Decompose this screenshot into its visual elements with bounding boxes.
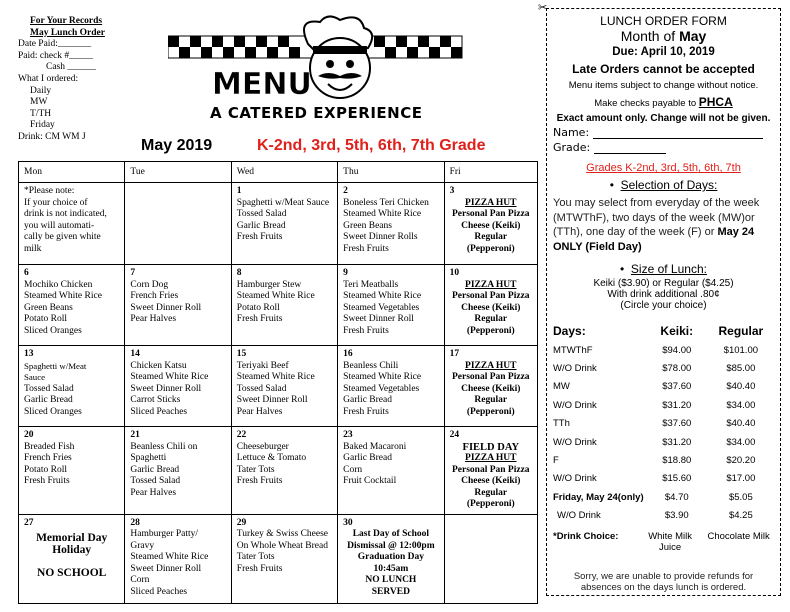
menu-item: Fresh Fruits bbox=[236, 314, 283, 324]
price-keiki: $15.60 bbox=[662, 473, 692, 485]
menu-item: Steamed White Rice bbox=[343, 209, 422, 219]
chef-icon bbox=[304, 16, 372, 98]
calendar-day-cell bbox=[19, 427, 125, 515]
menu-item: Fruit Cocktail bbox=[343, 476, 397, 486]
calendar-date: 7 bbox=[130, 268, 136, 278]
records-cash: Cash ______ bbox=[46, 62, 96, 73]
calendar-date: 17 bbox=[449, 349, 460, 359]
calendar-date: 10 bbox=[449, 268, 460, 278]
records-date-paid: Date Paid:_______ bbox=[18, 39, 92, 50]
price-days: W/O Drink bbox=[557, 510, 601, 522]
menu-item: Steamed Vegetables bbox=[343, 383, 420, 394]
menu-item: PIZZA HUT bbox=[465, 453, 517, 463]
price-table bbox=[553, 321, 774, 525]
menu-wordmark: MENU bbox=[212, 67, 312, 102]
menu-item: Sweet Dinner Roll bbox=[236, 395, 308, 405]
calendar-week-row bbox=[19, 514, 538, 603]
price-header-days: Days: bbox=[553, 324, 586, 338]
menu-item: Tossed Salad bbox=[24, 383, 74, 394]
scissors-icon: ✂ bbox=[538, 2, 548, 14]
menu-item: Garlic Bread bbox=[236, 220, 286, 231]
records-subheading: May Lunch Order bbox=[30, 27, 105, 38]
price-keiki: $31.20 bbox=[662, 436, 692, 448]
calendar-week-row bbox=[19, 346, 538, 427]
menu-item: NO LUNCH bbox=[365, 575, 417, 585]
menu-item: Personal Pan Pizza bbox=[451, 372, 530, 382]
price-row bbox=[553, 488, 774, 506]
menu-item: Tossed Salad bbox=[236, 383, 287, 394]
lunch-calendar bbox=[18, 161, 538, 604]
price-row bbox=[553, 341, 774, 359]
calendar-day-cell bbox=[231, 514, 337, 603]
calendar-date: 24 bbox=[449, 430, 460, 440]
menu-item: Garlic Bread bbox=[343, 453, 392, 463]
menu-item: cally be given white bbox=[24, 232, 101, 242]
menu-item: Garlic Bread bbox=[343, 395, 392, 405]
calendar-day-cell bbox=[444, 265, 537, 346]
price-regular: $85.00 bbox=[726, 363, 756, 375]
calendar-date: 22 bbox=[236, 430, 247, 440]
calendar-week-row bbox=[19, 427, 538, 515]
menu-item: Cheese (Keiki) bbox=[461, 220, 521, 231]
menu-item: Cheeseburger bbox=[236, 441, 289, 452]
menu-item: PIZZA HUT bbox=[465, 360, 517, 371]
menu-item: Steamed Vegetables bbox=[343, 302, 420, 313]
menu-item: French Fries bbox=[130, 291, 179, 301]
catered-tagline: A CATERED EXPERIENCE bbox=[210, 104, 423, 122]
menu-item: Spaghetti w/Meat bbox=[24, 360, 87, 371]
form-payable-prefix: Make checks payable to bbox=[594, 98, 699, 109]
price-row bbox=[553, 378, 774, 396]
price-days: W/O Drink bbox=[553, 363, 597, 375]
calendar-day-cell bbox=[338, 265, 444, 346]
menu-item: On Whole Wheat Bread bbox=[236, 540, 328, 551]
records-section bbox=[18, 16, 143, 144]
price-days: F bbox=[553, 455, 559, 467]
price-keiki: $94.00 bbox=[662, 344, 692, 356]
menu-item: Memorial Day bbox=[36, 532, 108, 544]
refund-note: Sorry, we are unable to provide refunds for absences on the days lunch is ordered. bbox=[573, 570, 754, 593]
menu-item: Pear Halves bbox=[236, 406, 283, 417]
menu-item: Corn bbox=[130, 575, 150, 585]
calendar-day-cell bbox=[444, 427, 537, 515]
calendar-date: 14 bbox=[130, 349, 140, 359]
menu-item: Spaghetti w/Meat Sauce bbox=[236, 197, 330, 208]
price-keiki: $3.90 bbox=[664, 510, 689, 522]
records-heading: For Your Records bbox=[30, 16, 103, 26]
calendar-date: 1 bbox=[236, 186, 242, 196]
calendar-header-row bbox=[19, 162, 538, 183]
menu-item: Teri Meatballs bbox=[343, 279, 399, 290]
calendar-date: 9 bbox=[343, 268, 348, 278]
price-regular: $101.00 bbox=[723, 344, 759, 356]
form-month-value: May bbox=[679, 28, 707, 44]
calendar-day-cell bbox=[125, 183, 231, 265]
price-row bbox=[553, 396, 774, 414]
grade-input-line[interactable] bbox=[594, 142, 666, 154]
price-header-row bbox=[553, 321, 774, 341]
menu-item: Potato Roll bbox=[236, 302, 280, 313]
menu-item: Fresh Fruits bbox=[236, 232, 283, 242]
menu-item: Sweet Dinner Roll bbox=[343, 314, 414, 324]
menu-item: Fresh Fruits bbox=[343, 325, 389, 336]
menu-item: Tossed Salad bbox=[236, 209, 287, 219]
menu-item: Pear Halves bbox=[130, 314, 177, 324]
day-header-wed: Wed bbox=[231, 162, 337, 183]
selection-title: Selection of Days: bbox=[620, 178, 718, 192]
menu-item: Regular (Pepperoni) bbox=[466, 487, 515, 509]
price-days: Friday, May 24(only) bbox=[553, 491, 644, 503]
menu-item: SERVED bbox=[371, 586, 410, 597]
menu-item: Sliced Oranges bbox=[24, 325, 82, 336]
calendar-day-cell bbox=[444, 514, 537, 603]
menu-item: PIZZA HUT bbox=[465, 197, 517, 208]
calendar-date: 28 bbox=[130, 517, 140, 528]
menu-item: Green Beans bbox=[343, 220, 392, 231]
menu-item: Regular (Pepperoni) bbox=[466, 314, 515, 336]
calendar-date: 30 bbox=[343, 517, 353, 528]
drink-chocolate-milk[interactable]: Chocolate Milk bbox=[707, 530, 770, 542]
menu-item: Turkey & Swiss Cheese bbox=[236, 529, 329, 539]
day-header-fri: Fri bbox=[444, 162, 537, 183]
menu-item: you will automati- bbox=[24, 220, 95, 231]
price-regular: $4.25 bbox=[728, 510, 753, 522]
menu-item: Cheese (Keiki) bbox=[461, 302, 521, 313]
calendar-date: 8 bbox=[236, 268, 242, 278]
menu-item: Tossed Salad bbox=[130, 476, 181, 486]
calendar-day-cell bbox=[19, 183, 125, 265]
calendar-day-cell bbox=[19, 514, 125, 603]
grade-label: Grade: bbox=[553, 141, 591, 154]
calendar-day-cell bbox=[125, 346, 231, 427]
menu-item: Beanless Chili bbox=[343, 360, 399, 371]
menu-item: Personal Pan Pizza bbox=[451, 464, 530, 475]
menu-item: drink is not indicated, bbox=[24, 209, 107, 219]
menu-item: Tater Tots bbox=[236, 552, 275, 562]
form-subject-note: Menu items subject to change without notice. bbox=[568, 80, 759, 91]
calendar-week-row bbox=[19, 183, 538, 265]
menu-item: Steamed White Rice bbox=[130, 552, 209, 562]
records-mw: MW bbox=[30, 97, 48, 108]
records-what-ordered: What I ordered: bbox=[18, 73, 79, 84]
price-keiki: $4.70 bbox=[664, 491, 689, 503]
menu-item: Regular (Pepperoni) bbox=[466, 232, 515, 254]
menu-item: Green Beans bbox=[24, 302, 73, 313]
menu-item: Cheese (Keiki) bbox=[461, 383, 521, 394]
grade-field[interactable] bbox=[553, 141, 774, 154]
menu-item: French Fries bbox=[24, 453, 72, 463]
menu-item: *Please note: bbox=[24, 186, 75, 196]
menu-item: Pear Halves bbox=[130, 487, 177, 498]
menu-item: Gravy bbox=[130, 540, 155, 551]
menu-item: Last Day of School bbox=[352, 529, 429, 539]
drink-line: With drink additional .80¢ bbox=[607, 289, 720, 300]
menu-item: Hamburger Patty/ bbox=[130, 529, 199, 539]
price-regular: $40.40 bbox=[726, 418, 756, 430]
menu-item: Dismissal @ 12:00pm bbox=[347, 540, 435, 551]
price-row bbox=[553, 507, 774, 525]
calendar-date: 13 bbox=[24, 349, 34, 359]
menu-item: Steamed White Rice bbox=[236, 291, 315, 301]
calendar-day-cell bbox=[338, 346, 444, 427]
form-exact-note: Exact amount only. Change will not be given. bbox=[556, 113, 771, 124]
calendar-day-cell bbox=[19, 265, 125, 346]
drink-white-milk-juice[interactable]: White Milk Juice bbox=[648, 530, 693, 553]
menu-item: Sauce bbox=[24, 372, 46, 382]
calendar-date: 6 bbox=[24, 268, 29, 278]
form-late: Late Orders cannot be accepted bbox=[572, 62, 755, 76]
menu-item: Corn bbox=[343, 464, 363, 475]
selection-bold: May 24 ONLY (Field Day) bbox=[553, 226, 755, 253]
calendar-date: 29 bbox=[236, 517, 247, 528]
calendar-day-cell bbox=[338, 514, 444, 603]
menu-item: Potato Roll bbox=[24, 464, 68, 475]
calendar-week-row bbox=[19, 265, 538, 346]
price-days: W/O Drink bbox=[553, 473, 597, 485]
menu-item: Sliced Oranges bbox=[24, 406, 82, 417]
form-title: LUNCH ORDER FORM bbox=[600, 14, 727, 28]
menu-item: Breaded Fish bbox=[24, 441, 75, 452]
menu-item: Potato Roll bbox=[24, 314, 68, 324]
menu-item: Garlic Bread bbox=[24, 395, 73, 405]
menu-item: Beanless Chili on bbox=[130, 441, 198, 452]
menu-item: Teriyaki Beef bbox=[236, 360, 289, 371]
day-header-mon: Mon bbox=[19, 162, 125, 183]
menu-item: Graduation Day bbox=[357, 552, 424, 562]
menu-item: Sliced Peaches bbox=[130, 586, 188, 597]
calendar-date: 21 bbox=[130, 430, 140, 440]
form-payable bbox=[553, 95, 774, 109]
day-header-thu: Thu bbox=[338, 162, 444, 183]
menu-item: Carrot Sticks bbox=[130, 395, 181, 405]
calendar-day-cell bbox=[231, 346, 337, 427]
calendar-day-cell bbox=[338, 183, 444, 265]
menu-item: Sweet Dinner Roll bbox=[130, 383, 202, 394]
title-month: May 2019 bbox=[141, 137, 213, 154]
calendar-day-cell bbox=[125, 514, 231, 603]
records-daily: Daily bbox=[30, 85, 52, 96]
chef-menu-logo bbox=[168, 14, 468, 106]
form-month-prefix: Month of bbox=[620, 28, 680, 44]
menu-item: FIELD DAY bbox=[462, 441, 520, 453]
records-paid-check: Paid: check #_____ bbox=[18, 50, 93, 61]
price-regular: $5.05 bbox=[728, 491, 753, 503]
calendar-date: 3 bbox=[449, 186, 455, 196]
menu-item: Chicken Katsu bbox=[130, 360, 187, 371]
calendar-day-cell bbox=[231, 427, 337, 515]
price-days: W/O Drink bbox=[553, 436, 597, 448]
price-row bbox=[553, 470, 774, 488]
form-payable-to: PHCA bbox=[698, 95, 733, 109]
calendar-day-cell bbox=[125, 265, 231, 346]
size-heading: • Size of Lunch: bbox=[620, 262, 707, 276]
price-days: MW bbox=[553, 381, 570, 393]
menu-item: Lettuce & Tomato bbox=[236, 453, 307, 463]
lunch-order-form bbox=[546, 8, 781, 596]
calendar-day-cell bbox=[125, 427, 231, 515]
price-header-regular: Regular bbox=[718, 324, 764, 338]
menu-item: Mochiko Chicken bbox=[24, 279, 93, 290]
price-regular: $17.00 bbox=[726, 473, 756, 485]
calendar-day-cell bbox=[444, 346, 537, 427]
menu-item: Steamed White Rice bbox=[24, 291, 102, 301]
price-row bbox=[553, 415, 774, 433]
records-drink: Drink: CM WM J bbox=[18, 131, 86, 142]
menu-item: Garlic Bread bbox=[130, 464, 180, 475]
form-month bbox=[553, 28, 774, 44]
menu-item: Cheese (Keiki) bbox=[461, 476, 521, 486]
calendar-day-cell bbox=[231, 265, 337, 346]
menu-item: Sweet Dinner Roll bbox=[130, 302, 202, 313]
menu-item: Sweet Dinner Roll bbox=[130, 563, 202, 574]
calendar-date: 15 bbox=[236, 349, 247, 359]
menu-item: Fresh Fruits bbox=[343, 243, 389, 254]
price-regular: $40.40 bbox=[726, 381, 756, 393]
menu-item: Fresh Fruits bbox=[236, 476, 283, 486]
size-title: Size of Lunch: bbox=[630, 262, 707, 276]
calendar-date: 23 bbox=[343, 430, 353, 440]
size-line: Keiki ($3.90) or Regular ($4.25) bbox=[593, 278, 734, 289]
name-field[interactable] bbox=[553, 126, 774, 139]
price-keiki: $78.00 bbox=[662, 363, 692, 375]
menu-item: If your choice of bbox=[24, 197, 88, 208]
price-days: MTWThF bbox=[553, 344, 593, 356]
selection-heading: • Selection of Days: bbox=[609, 178, 718, 192]
records-friday: Friday bbox=[30, 120, 55, 131]
selection-body: You may select from everyday of the week (MTWThF), two days of the week (MW)or (TTh), one day of the week (F) or bbox=[553, 197, 760, 238]
circle-line: (Circle your choice) bbox=[620, 300, 707, 311]
calendar-day-cell bbox=[444, 183, 537, 265]
menu-item: 10:45am bbox=[373, 563, 409, 574]
menu-item: Steamed White Rice bbox=[343, 291, 422, 301]
menu-item: Holiday bbox=[52, 543, 92, 556]
price-header-keiki: Keiki: bbox=[660, 324, 694, 338]
price-days: W/O Drink bbox=[553, 399, 597, 411]
price-regular: $34.00 bbox=[726, 399, 756, 411]
price-keiki: $37.60 bbox=[662, 381, 692, 393]
calendar-date: 20 bbox=[24, 430, 34, 440]
menu-item: Fresh Fruits bbox=[236, 563, 283, 574]
price-row bbox=[553, 433, 774, 451]
price-regular: $34.00 bbox=[726, 436, 756, 448]
price-row bbox=[553, 451, 774, 469]
calendar-date: 2 bbox=[343, 186, 348, 196]
calendar-day-cell bbox=[338, 427, 444, 515]
menu-item: PIZZA HUT bbox=[465, 279, 517, 290]
name-input-line[interactable] bbox=[593, 127, 763, 139]
menu-item: Fresh Fruits bbox=[343, 406, 389, 417]
price-row bbox=[553, 359, 774, 377]
calendar-date: 27 bbox=[24, 517, 34, 528]
price-regular: $20.20 bbox=[726, 455, 756, 467]
menu-item: Hamburger Stew bbox=[236, 279, 302, 290]
menu-item: Personal Pan Pizza bbox=[451, 209, 530, 219]
menu-item: Steamed White Rice bbox=[236, 372, 315, 382]
selection-text bbox=[553, 196, 774, 254]
menu-item: Steamed White Rice bbox=[130, 372, 209, 382]
calendar-date: 16 bbox=[343, 349, 353, 359]
records-tth: T/TH bbox=[30, 108, 52, 119]
menu-item: Corn Dog bbox=[130, 279, 169, 290]
form-grades: Grades K-2nd, 3rd, 5th, 6th, 7th bbox=[586, 162, 741, 174]
form-due: Due: April 10, 2019 bbox=[612, 46, 715, 58]
price-keiki: $37.60 bbox=[662, 418, 692, 430]
price-keiki: $31.20 bbox=[662, 399, 692, 411]
drink-choice-row bbox=[553, 531, 774, 553]
menu-item: Sliced Peaches bbox=[130, 406, 188, 417]
calendar-day-cell bbox=[231, 183, 337, 265]
price-keiki: $18.80 bbox=[662, 455, 692, 467]
menu-item: Baked Macaroni bbox=[343, 441, 407, 452]
menu-item: milk bbox=[24, 243, 42, 254]
drink-choice-label: *Drink Choice: bbox=[553, 530, 619, 542]
name-label: Name: bbox=[553, 126, 590, 139]
menu-item: Boneless Teri Chicken bbox=[343, 197, 429, 208]
title-grades: K-2nd, 3rd, 5th, 6th, 7th Grade bbox=[257, 137, 486, 154]
menu-item: Sweet Dinner Rolls bbox=[343, 232, 418, 242]
menu-item: Spaghetti bbox=[130, 453, 167, 463]
menu-item: NO SCHOOL bbox=[37, 567, 107, 579]
menu-item: Personal Pan Pizza bbox=[451, 291, 530, 301]
menu-item: Steamed White Rice bbox=[343, 372, 422, 382]
day-header-tue: Tue bbox=[125, 162, 231, 183]
menu-item: Fresh Fruits bbox=[24, 476, 70, 486]
calendar-day-cell bbox=[19, 346, 125, 427]
menu-item: Regular (Pepperoni) bbox=[466, 395, 515, 417]
price-days: TTh bbox=[553, 418, 570, 430]
menu-item: Tater Tots bbox=[236, 464, 275, 475]
